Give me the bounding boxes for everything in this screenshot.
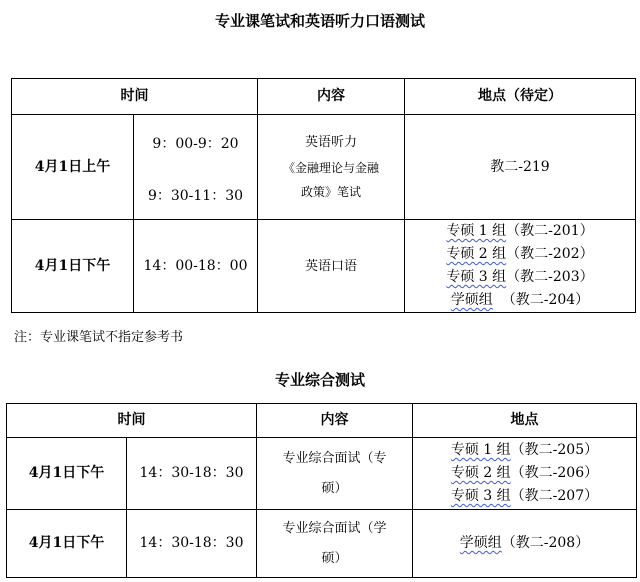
content-written-a: 《金融理论与金融 (282, 161, 379, 175)
room-number: （教二-204） (501, 292, 590, 308)
date-cell: 4月1日上午 (12, 115, 134, 220)
group-name: 学硕组 (450, 292, 493, 308)
section1-title: 专业课笔试和英语听力口语测试 (214, 12, 425, 30)
location-line (413, 485, 636, 508)
content-cell (257, 438, 413, 510)
room-number: （教二-201） (506, 223, 594, 239)
group-name: 专硕 1 组 (450, 442, 511, 458)
group-name: 专硕 3 组 (450, 488, 511, 504)
location-line (405, 266, 635, 289)
table-header-row (12, 79, 636, 115)
date-cell: 4月1日下午 (7, 438, 127, 510)
location-cell: 教二-219 (405, 115, 636, 220)
room-number: （教二-208） (501, 535, 590, 551)
group-name: 专硕 2 组 (446, 246, 507, 262)
room-number: （教二-206） (510, 465, 599, 481)
date-cell: 4月1日下午 (12, 220, 134, 313)
content-written-b: 政策》笔试 (300, 185, 361, 199)
content-cell (258, 115, 405, 220)
content-cell (257, 510, 413, 578)
room-number: （教二-202） (506, 246, 594, 262)
content-line: 专业综合面试（专 (282, 450, 387, 466)
location-line (405, 243, 635, 266)
interview-schedule-table (6, 403, 637, 578)
location-line (413, 532, 636, 555)
date-cell: 4月1日下午 (7, 510, 127, 578)
location-cell (405, 220, 636, 313)
room-number: （教二-205） (510, 442, 599, 458)
header-time: 时间 (7, 404, 257, 438)
table-row (7, 510, 637, 578)
time-cell: 14：30-18：30 (127, 438, 257, 510)
location-line (405, 289, 635, 312)
content-line: 硕） (321, 550, 348, 566)
header-time: 时间 (12, 79, 258, 115)
time-cell: 14：00-18：00 (134, 220, 258, 313)
content-line: 专业综合面试（学 (282, 520, 387, 536)
time-cell (134, 115, 258, 220)
group-name: 学硕组 (459, 535, 502, 551)
footnote: 注：专业课笔试不指定参考书 (14, 330, 184, 345)
exam-schedule-table (11, 78, 636, 313)
content-line: 硕） (321, 480, 348, 496)
table-row (7, 438, 637, 510)
header-content: 内容 (257, 404, 413, 438)
group-name: 专硕 3 组 (446, 269, 507, 285)
location-line (405, 220, 635, 243)
header-content: 内容 (258, 79, 405, 115)
time-cell: 14：30-18：30 (127, 510, 257, 578)
time-slot: 9：30-11：30 (147, 188, 244, 204)
group-name: 专硕 2 组 (450, 465, 511, 481)
time-slot: 9：00-9：20 (152, 136, 239, 152)
table-header-row (7, 404, 637, 438)
table-row (12, 115, 636, 220)
location-cell (413, 438, 637, 510)
location-line (413, 439, 636, 462)
section2-title: 专业综合测试 (274, 371, 365, 389)
table-row (12, 220, 636, 313)
header-location: 地点（待定） (405, 79, 636, 115)
content-listening: 英语听力 (304, 135, 357, 150)
location-cell (413, 510, 637, 578)
room-number: （教二-203） (506, 269, 594, 285)
content-cell: 英语口语 (258, 220, 405, 313)
header-location: 地点 (413, 404, 637, 438)
group-name: 专硕 1 组 (446, 223, 507, 239)
room-number: （教二-207） (510, 488, 599, 504)
location-line (413, 462, 636, 485)
